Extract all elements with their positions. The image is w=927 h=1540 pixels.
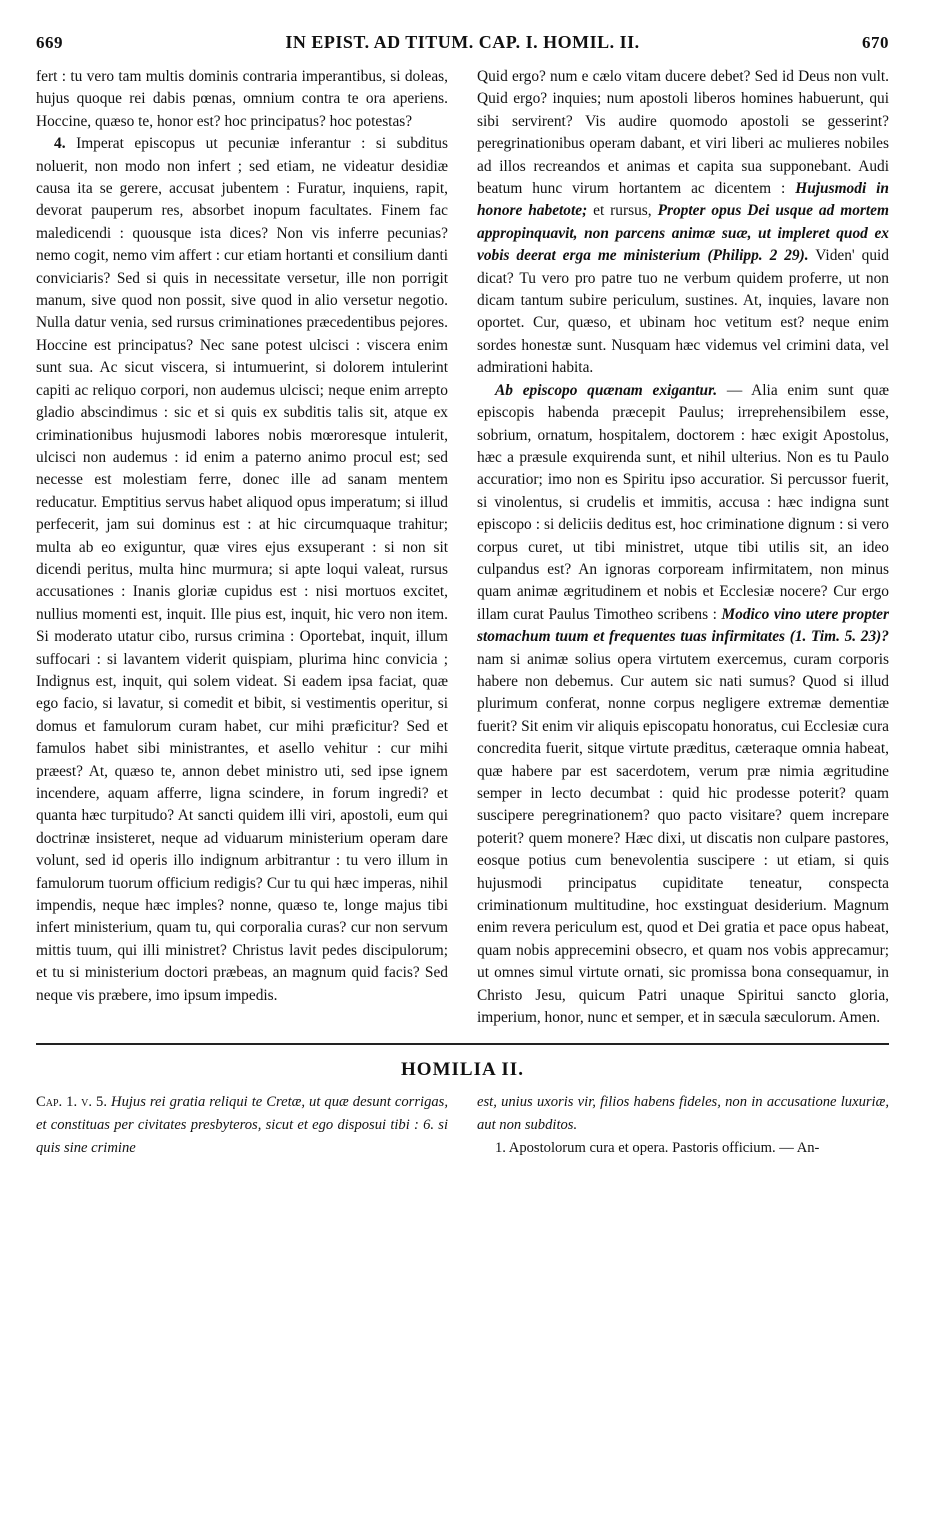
scripture-quote-3: Modico vino utere propter stomachum tuum et frequentes tuas infirmitates (477, 605, 889, 646)
scripture-quote-1: Hujusmodi in honore habetote; (477, 180, 889, 220)
lemma-right (477, 1091, 889, 1160)
lemma-right-text: est, unius uxoris vir, filios habens fideles, non in accusatione luxuriæ, aut non subditos. (477, 1094, 889, 1134)
two-column-body (36, 66, 889, 1029)
right-p1-text-a: Quid ergo? num e cælo vitam ducere debet? Sed id Deus non vult. Quid ergo? inquies; num apostoli liberos homines habuerunt, qui sibi servirent? Vis audire quomodo apostoli se gesserint? peregrinationibus operam dabant, et viri liberi ac mulieres nobiles ad illos recreandos et animas et capita sua supponebant. Audi beatum hunc virum hortantem ac dicentem : (477, 68, 889, 198)
lemma-left-body: Hujus rei gratia reliqui te Cretæ, ut quæ desunt corrigas, et constituas per civitates presbyteros, sicut et ego disposui tibi : 6. si quis sine crimine (36, 1094, 449, 1157)
scripture-quote-2: Propter opus Dei usque ad mortem appropinquavit, non parcens animæ suæ, ut impleret quod ex vobis deerat erga me ministerium (477, 202, 889, 265)
next-section-heading: 1. Apostolorum cura et opera. Pastoris officium. — An- (495, 1140, 820, 1157)
section-heading: Ab episcopo quænam exigantur. (495, 381, 718, 399)
running-title: IN EPIST. AD TITUM. CAP. I. HOMIL. II. (285, 32, 640, 52)
homily-title: HOMILIA II. (401, 1059, 524, 1081)
scripture-reference-2: (1. Tim. 5. 23)? (789, 628, 889, 646)
right-p2-text-b: nam si animæ solius opera virtutem exercemus, curam corporis habere non debemus. Cur autem sic nati sumus? Quod si illud plurimum conferat, nonne corpus negligere extremæ dementiæ fuerit? Sit enim vir aliquis episcopatu honoratus, cui Ecclesiæ cura concredita fuerit, sitque virtute præditus, cæteraque omnia habeat, quæ habere par est sacerdotem, verum præ nimia ægritudine semper in lecto decumbat : quid hic prodesse poterit? quam suscipere peregrinationem? quo pacto visitare? quem increpare poterit? quem monere? Hæc dixi, ut discatis non culpare pastores, eosque potius cum benevolentia suscipere : ut etiam, si quis hujusmodi principatus cupiditate teneatur, conspecta criminationum multitudine, hoc exstinguat desiderium. Magnum enim revera periculum est, quod et Dei gratia et pace opus habeat, quam nobis apprecemini obsecro, et quam nos vobis apprecamur; ut omnes simul virtute ornati, sic promissa bona consequamur, in Christo Jesu, quicum Patri unaque Spiritui sancto gloria, imperium, honor, nunc et semper, et in sæcula sæculorum. Amen. (477, 650, 889, 1027)
running-head (36, 32, 889, 58)
right-paragraph-1 (477, 66, 889, 380)
scripture-lemma (36, 1091, 889, 1160)
section-number: 4. (54, 135, 66, 153)
left-paragraph-2-text: Imperat episcopus ut pecuniæ inferantur : si subditus noluerit, non modo non infert ; sed etiam, ne videatur desidiæ causa ita se gerere, accusat jubentem : Furatur, inquiens, rapit, devorat pauperum res, absorbet inopum facultates. Finem fac maledicendi : quousque ista dices? Non vis inferre pecunias? nemo cogit, nemo vim affert : cur etiam hortanti et consilium danti conviciaris? Sed si quis in necessitate versetur, ille non porrigit manum, sive quod non possit, sive quod in alio versetur negotio. Nulla datur venia, sed rursus criminationes præcedentibus pejores. Hoccine est principatus? Nec sane potest ulcisci : viscera enim sunt sua. Ac sicut viscera, si intumuerint, si dolorem intulerint capiti ac reliquo corpori, non audemus ulcisci; neque enim arrepto gladio abscindimus : sic et si quis ex subditis talis sit, atque ex criminationibus hujusmodi labores nobis mœroresque intulerit, ulcisci non audemus : id enim a paterno animo procul est; sed necesse est molestiam ferre, donec ille ad sanam mentem reducatur. Emptitius servus habet aliquod opus imperatum; si illud perfecerit, jam sui dominus est : at hic circumquaque trahitur; multa ab eo exiguntur, quæ vires ejus exsuperant : si non sit dicendi peritus, multa hinc murmura; si apte loqui valeat, rursus accusationes : Inanis gloriæ cupidus est : nisi mortuos excitet, nullius momenti est, inquit. Ille pius est, inquit, hic vero non item. Si moderato utatur cibo, rursus crimina : Oportebat, inquit, illum suffocari : si lavantem viderit quispiam, plurima hinc convicia ; Indignus est, inquit, qui solem videat. Si eadem ipsa faciat, quæ ego facio, si lavatur, si comedit et bibit, si vestimentis operitur, si domus et famulorum curam habet, cur mihi præficitur? Sed et famulos habet sibi ministrantes, et asello vehitur : cur mihi præest? At, quæso te, annon debet ministro uti, sed ipse ignem incendere, aquam afferre, ligna scindere, in forum ingredi? et quanta hæc turpitudo? At sancti quidem illi viri, apostoli, eum qui doctrinæ insisteret, neque ad viduarum ministerium operam dare volunt, sed id operis illo indignum arbitrantur : tu vero illum in famulorum tuorum officium redigis? Cur tu qui hæc imperas, nihil impendis, neque hæc imples? nonne, quæso te, longe majus tibi infert ministerium, quam tu, qui corporalia curas? cur non servum mittis tuum, qui illi ministret? Christus lavit pedes discipulorum; et tu si ministerium doctori præbeas, an magnum quid facis? Sed neque vis præbere, imo ipsum impedis. (36, 135, 448, 1004)
right-column (477, 66, 889, 1029)
lemma-left-text (36, 1091, 448, 1160)
left-paragraph-1: fert : tu vero tam multis dominis contraria imperantibus, si doleas, hujus quoque rei dabis pœnas, omnium contra te ora aperiens. Hoccine, quæso te, honor est? hoc principatus? hoc potestas? (36, 68, 448, 130)
section-divider (36, 1043, 889, 1045)
right-p1-text-b: et rursus, (593, 202, 652, 220)
right-paragraph-2 (477, 380, 889, 1030)
right-p2-text-a: — Alia enim sunt quæ episcopis habenda præcepit Paulus; irreprehensibilem esse, sobrium, ornatum, hospitalem, doctorem : hæc exigit Apostolus, hæc a præsule exquirenda sunt, et nihil ulterius. Non es tu Paulo accuratior; imo non es Spiritu ipso accuratior. Si percussor fuerit, si vinolentus, si crudelis et immitis, accusa : hæc indigna sunt episcopo : si deliciis deditus est, hoc criminatione dignum : si vero corpus curet, ut tibi ministret, utque tibi utilis sit, an ideo culpandus est? An ignoras corpoream infirmitatem, non minus quam animæ ægritudinem et nobis et Ecclesiæ nocere? Cur ergo illam curat Paulus Timotheo scribens : (477, 381, 890, 623)
left-page-number: 669 (36, 33, 63, 52)
right-p1-text-c: Viden' quid dicat? Tu vero pro patre tuo ne verbum quidem proferre, ut non dicam tantum subire periculum, sustines. At, inquies, lavare non oportet. Cur, quæso, et ubinam hoc vetitum est? neque enim sordes honestæ sunt. Nusquam hæc videmus vel crimini data, vel admirationi habita. (477, 247, 889, 377)
right-page-number: 670 (861, 33, 889, 52)
left-column (36, 66, 448, 1029)
left-paragraph-2 (36, 133, 448, 1007)
lemma-left (36, 1091, 448, 1160)
chapter-verse-label: Cap. 1. v. 5. (36, 1094, 107, 1111)
scripture-reference-1: (Philipp. 2 29). (707, 247, 809, 265)
